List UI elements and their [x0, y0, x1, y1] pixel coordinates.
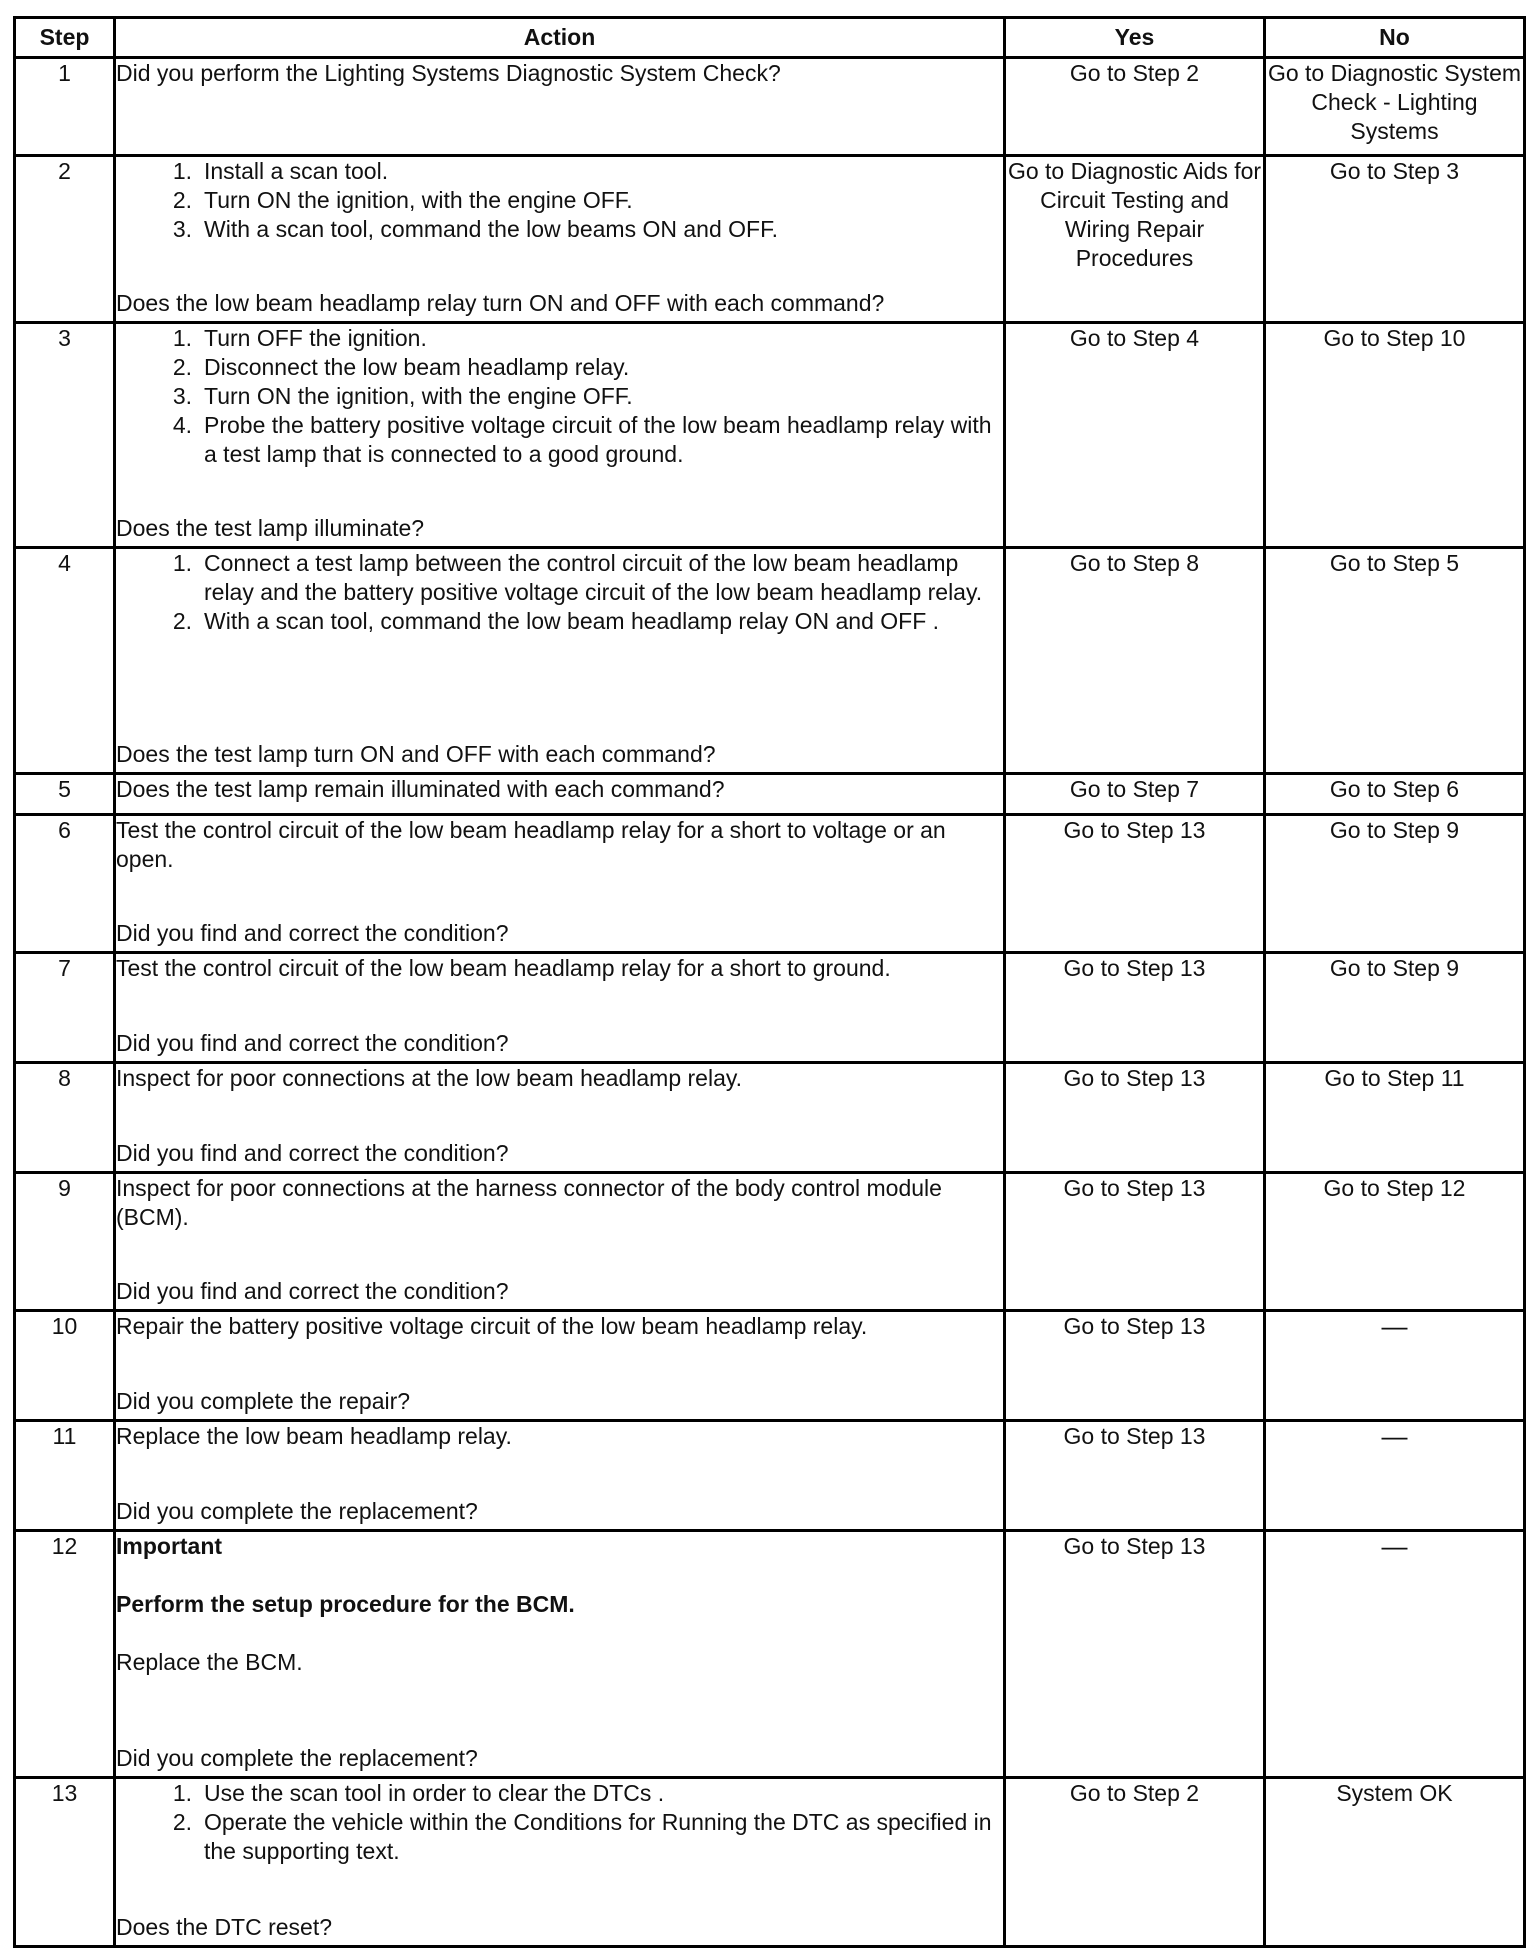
step-number: 7	[15, 953, 115, 1063]
question-text: Did you find and correct the condition?	[116, 920, 509, 946]
header-no: No	[1265, 18, 1525, 58]
header-action: Action	[115, 18, 1005, 58]
no-cell: —	[1265, 1531, 1525, 1778]
no-cell: —	[1265, 1421, 1525, 1531]
instruction-item: 2. Operate the vehicle within the Conditions for Running the DTC as specified in the supporting text.	[172, 1809, 992, 1864]
action-text: Test the control circuit of the low beam headlamp relay for a short to ground.	[116, 955, 891, 981]
action-cell	[115, 774, 1005, 815]
question-text: Did you complete the replacement?	[116, 1745, 478, 1771]
no-cell: Go to Step 12	[1265, 1173, 1525, 1311]
action-cell	[115, 1778, 1005, 1947]
yes-cell: Go to Step 7	[1005, 774, 1265, 815]
step-number: 13	[15, 1778, 115, 1947]
instruction-item: 2. With a scan tool, command the low beam headlamp relay ON and OFF .	[172, 608, 940, 634]
step-number: 8	[15, 1063, 115, 1173]
header-row	[15, 18, 1525, 58]
action-cell	[115, 58, 1005, 156]
question-text: Did you find and correct the condition?	[116, 1030, 509, 1056]
step-number: 5	[15, 774, 115, 815]
question-text: Did you complete the replacement?	[116, 1498, 478, 1524]
no-cell: Go to Diagnostic System Check - Lighting Systems	[1265, 58, 1525, 156]
yes-cell: Go to Step 13	[1005, 1311, 1265, 1421]
table-row	[15, 1173, 1525, 1311]
action-text: Test the control circuit of the low beam headlamp relay for a short to voltage or an open.	[116, 817, 946, 872]
action-text: Inspect for poor connections at the low beam headlamp relay.	[116, 1065, 743, 1091]
yes-cell: Go to Step 13	[1005, 1531, 1265, 1778]
yes-cell: Go to Diagnostic Aids for Circuit Testing and Wiring Repair Procedures	[1005, 156, 1265, 323]
no-cell: —	[1265, 1311, 1525, 1421]
no-cell: System OK	[1265, 1778, 1525, 1947]
instruction-list	[116, 549, 1003, 636]
step-number: 3	[15, 323, 115, 548]
action-text: Replace the low beam headlamp relay.	[116, 1423, 512, 1449]
step-number: 1	[15, 58, 115, 156]
table-row	[15, 815, 1525, 953]
action-text: Replace the BCM.	[116, 1649, 303, 1675]
instruction-item: 2. Turn ON the ignition, with the engine OFF.	[172, 187, 633, 213]
action-cell	[115, 1311, 1005, 1421]
instruction-item: 1. Install a scan tool.	[172, 158, 389, 184]
action-text: Repair the battery positive voltage circuit of the low beam headlamp relay.	[116, 1313, 868, 1339]
question-text: Did you find and correct the condition?	[116, 1278, 509, 1304]
yes-cell: Go to Step 2	[1005, 1778, 1265, 1947]
instruction-item: 2. Disconnect the low beam headlamp relay.	[172, 354, 630, 380]
action-cell	[115, 156, 1005, 323]
instruction-item: 4. Probe the battery positive voltage circuit of the low beam headlamp relay with a test lamp that is connected to a good ground.	[172, 412, 992, 467]
table-row	[15, 58, 1525, 156]
no-cell: Go to Step 6	[1265, 774, 1525, 815]
no-cell: Go to Step 3	[1265, 156, 1525, 323]
instruction-list	[116, 324, 1003, 469]
action-cell	[115, 1063, 1005, 1173]
table-row	[15, 1311, 1525, 1421]
yes-cell: Go to Step 4	[1005, 323, 1265, 548]
important-label: Important	[116, 1533, 223, 1559]
table-row	[15, 1063, 1525, 1173]
yes-cell: Go to Step 13	[1005, 1173, 1265, 1311]
step-number: 6	[15, 815, 115, 953]
question-text: Does the test lamp illuminate?	[116, 515, 425, 541]
step-number: 12	[15, 1531, 115, 1778]
action-cell	[115, 815, 1005, 953]
step-number: 11	[15, 1421, 115, 1531]
important-text: Perform the setup procedure for the BCM.	[116, 1591, 575, 1617]
question-text: Did you complete the repair?	[116, 1388, 411, 1414]
instruction-item: 1. Use the scan tool in order to clear the DTCs .	[172, 1780, 665, 1806]
no-cell: Go to Step 9	[1265, 953, 1525, 1063]
action-cell	[115, 1421, 1005, 1531]
question-text: Does the test lamp remain illuminated with each command?	[116, 776, 725, 802]
instruction-item: 1. Turn OFF the ignition.	[172, 325, 427, 351]
action-cell	[115, 548, 1005, 774]
table-row	[15, 156, 1525, 323]
no-cell: Go to Step 11	[1265, 1063, 1525, 1173]
instruction-item: 1. Connect a test lamp between the control circuit of the low beam headlamp relay and the battery positive voltage circuit of the low beam headlamp relay.	[172, 550, 983, 605]
step-number: 4	[15, 548, 115, 774]
instruction-item: 3. With a scan tool, command the low beams ON and OFF.	[172, 216, 778, 242]
step-number: 9	[15, 1173, 115, 1311]
no-cell: Go to Step 5	[1265, 548, 1525, 774]
no-cell: Go to Step 10	[1265, 323, 1525, 548]
yes-cell: Go to Step 13	[1005, 1421, 1265, 1531]
table-row	[15, 548, 1525, 774]
yes-cell: Go to Step 13	[1005, 815, 1265, 953]
action-text: Inspect for poor connections at the harness connector of the body control module (BCM).	[116, 1175, 942, 1230]
table-row	[15, 1421, 1525, 1531]
yes-cell: Go to Step 13	[1005, 953, 1265, 1063]
table-row	[15, 1778, 1525, 1947]
action-cell	[115, 323, 1005, 548]
header-step: Step	[15, 18, 115, 58]
header-yes: Yes	[1005, 18, 1265, 58]
question-text: Does the test lamp turn ON and OFF with each command?	[116, 741, 716, 767]
action-cell	[115, 953, 1005, 1063]
table-row	[15, 323, 1525, 548]
instruction-list	[116, 157, 1003, 244]
yes-cell: Go to Step 13	[1005, 1063, 1265, 1173]
yes-cell: Go to Step 2	[1005, 58, 1265, 156]
step-number: 10	[15, 1311, 115, 1421]
question-text: Does the low beam headlamp relay turn ON and OFF with each command?	[116, 290, 885, 316]
action-cell	[115, 1531, 1005, 1778]
table-row	[15, 1531, 1525, 1778]
no-cell: Go to Step 9	[1265, 815, 1525, 953]
action-cell	[115, 1173, 1005, 1311]
instruction-list	[116, 1779, 1003, 1866]
table-row	[15, 774, 1525, 815]
question-text: Did you find and correct the condition?	[116, 1140, 509, 1166]
action-text: Did you perform the Lighting Systems Diagnostic System Check?	[116, 60, 781, 86]
step-number: 2	[15, 156, 115, 323]
yes-cell: Go to Step 8	[1005, 548, 1265, 774]
question-text: Does the DTC reset?	[116, 1914, 333, 1940]
diagnostic-table	[13, 16, 1526, 1948]
instruction-item: 3. Turn ON the ignition, with the engine OFF.	[172, 383, 633, 409]
table-row	[15, 953, 1525, 1063]
